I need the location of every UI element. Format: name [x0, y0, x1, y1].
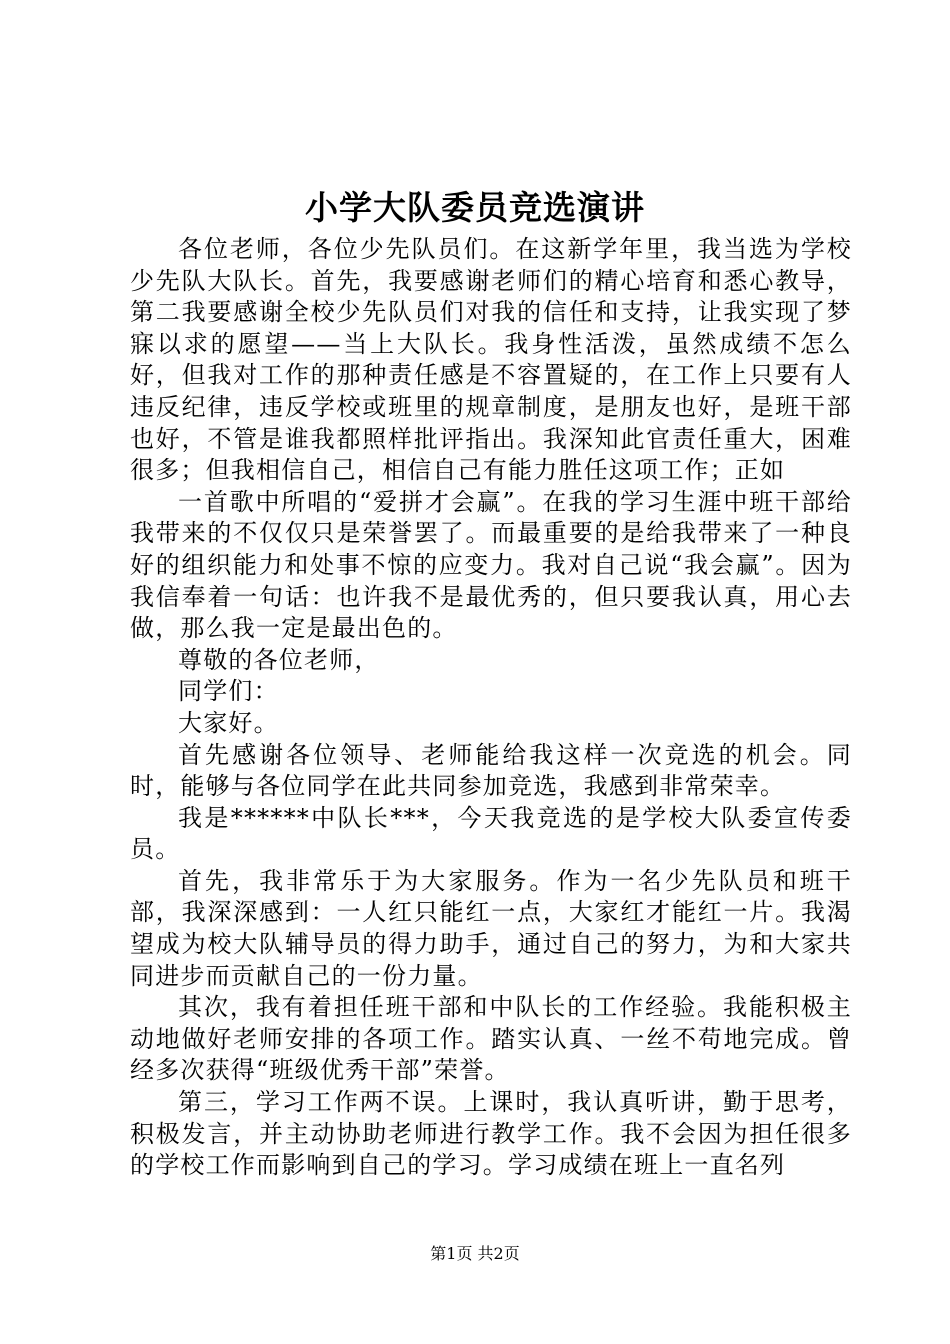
document-title: 小学大队委员竞选演讲	[305, 188, 645, 227]
paragraph: 第三，学习工作两不误。上课时，我认真听讲，勤于思考，积极发言，并主动协助老师进行教学工作。我不会因为担任很多的学校工作而影响到自己的学习。学习成绩在班上一直名列	[130, 1088, 852, 1180]
paragraph: 首先，我非常乐于为大家服务。作为一名少先队员和班干部，我深深感到：一人红只能红一点，大家红才能红一片。我渴望成为校大队辅导员的得力助手，通过自己的努力，为和大家共同进步而贡献自己的一份力量。	[130, 866, 852, 990]
paragraph: 大家好。	[178, 708, 279, 737]
paragraph: 一首歌中所唱的“爱拼才会赢”。在我的学习生涯中班干部给我带来的不仅仅只是荣誉罢了。而最重要的是给我带来了一种良好的组织能力和处事不惊的应变力。我对自己说“我会赢”。因为我信奉着一句话：也许我不是最优秀的，但只要我认真，用心去做，那么我一定是最出色的。	[130, 487, 852, 643]
paragraph: 各位老师，各位少先队员们。在这新学年里，我当选为学校少先队大队长。首先，我要感谢老师们的精心培育和悉心教导，第二我要感谢全校少先队员们对我的信任和支持，让我实现了梦寐以求的愿望——当上大队长。我身性活泼，虽然成绩不怎么好，但我对工作的那种责任感是不容置疑的，在工作上只要有人违反纪律，违反学校或班里的规章制度，是朋友也好，是班干部也好，不管是谁我都照样批评指出。我深知此官责任重大，困难很多；但我相信自己，相信自己有能力胜任这项工作；正如	[130, 235, 852, 485]
page-number-footer: 第1页 共2页	[430, 1244, 520, 1263]
paragraph: 我是******中队长***，今天我竞选的是学校大队委宣传委员。	[130, 803, 852, 864]
paragraph: 尊敬的各位老师，	[178, 645, 380, 674]
document-body	[130, 234, 852, 1182]
paragraph: 其次，我有着担任班干部和中队长的工作经验。我能积极主动地做好老师安排的各项工作。踏实认真、一丝不苟地完成。曾经多次获得“班级优秀干部”荣誉。	[130, 993, 852, 1085]
paragraph: 首先感谢各位领导、老师能给我这样一次竞选的机会。同时，能够与各位同学在此共同参加竞选，我感到非常荣幸。	[130, 740, 852, 801]
paragraph: 同学们：	[178, 677, 279, 706]
